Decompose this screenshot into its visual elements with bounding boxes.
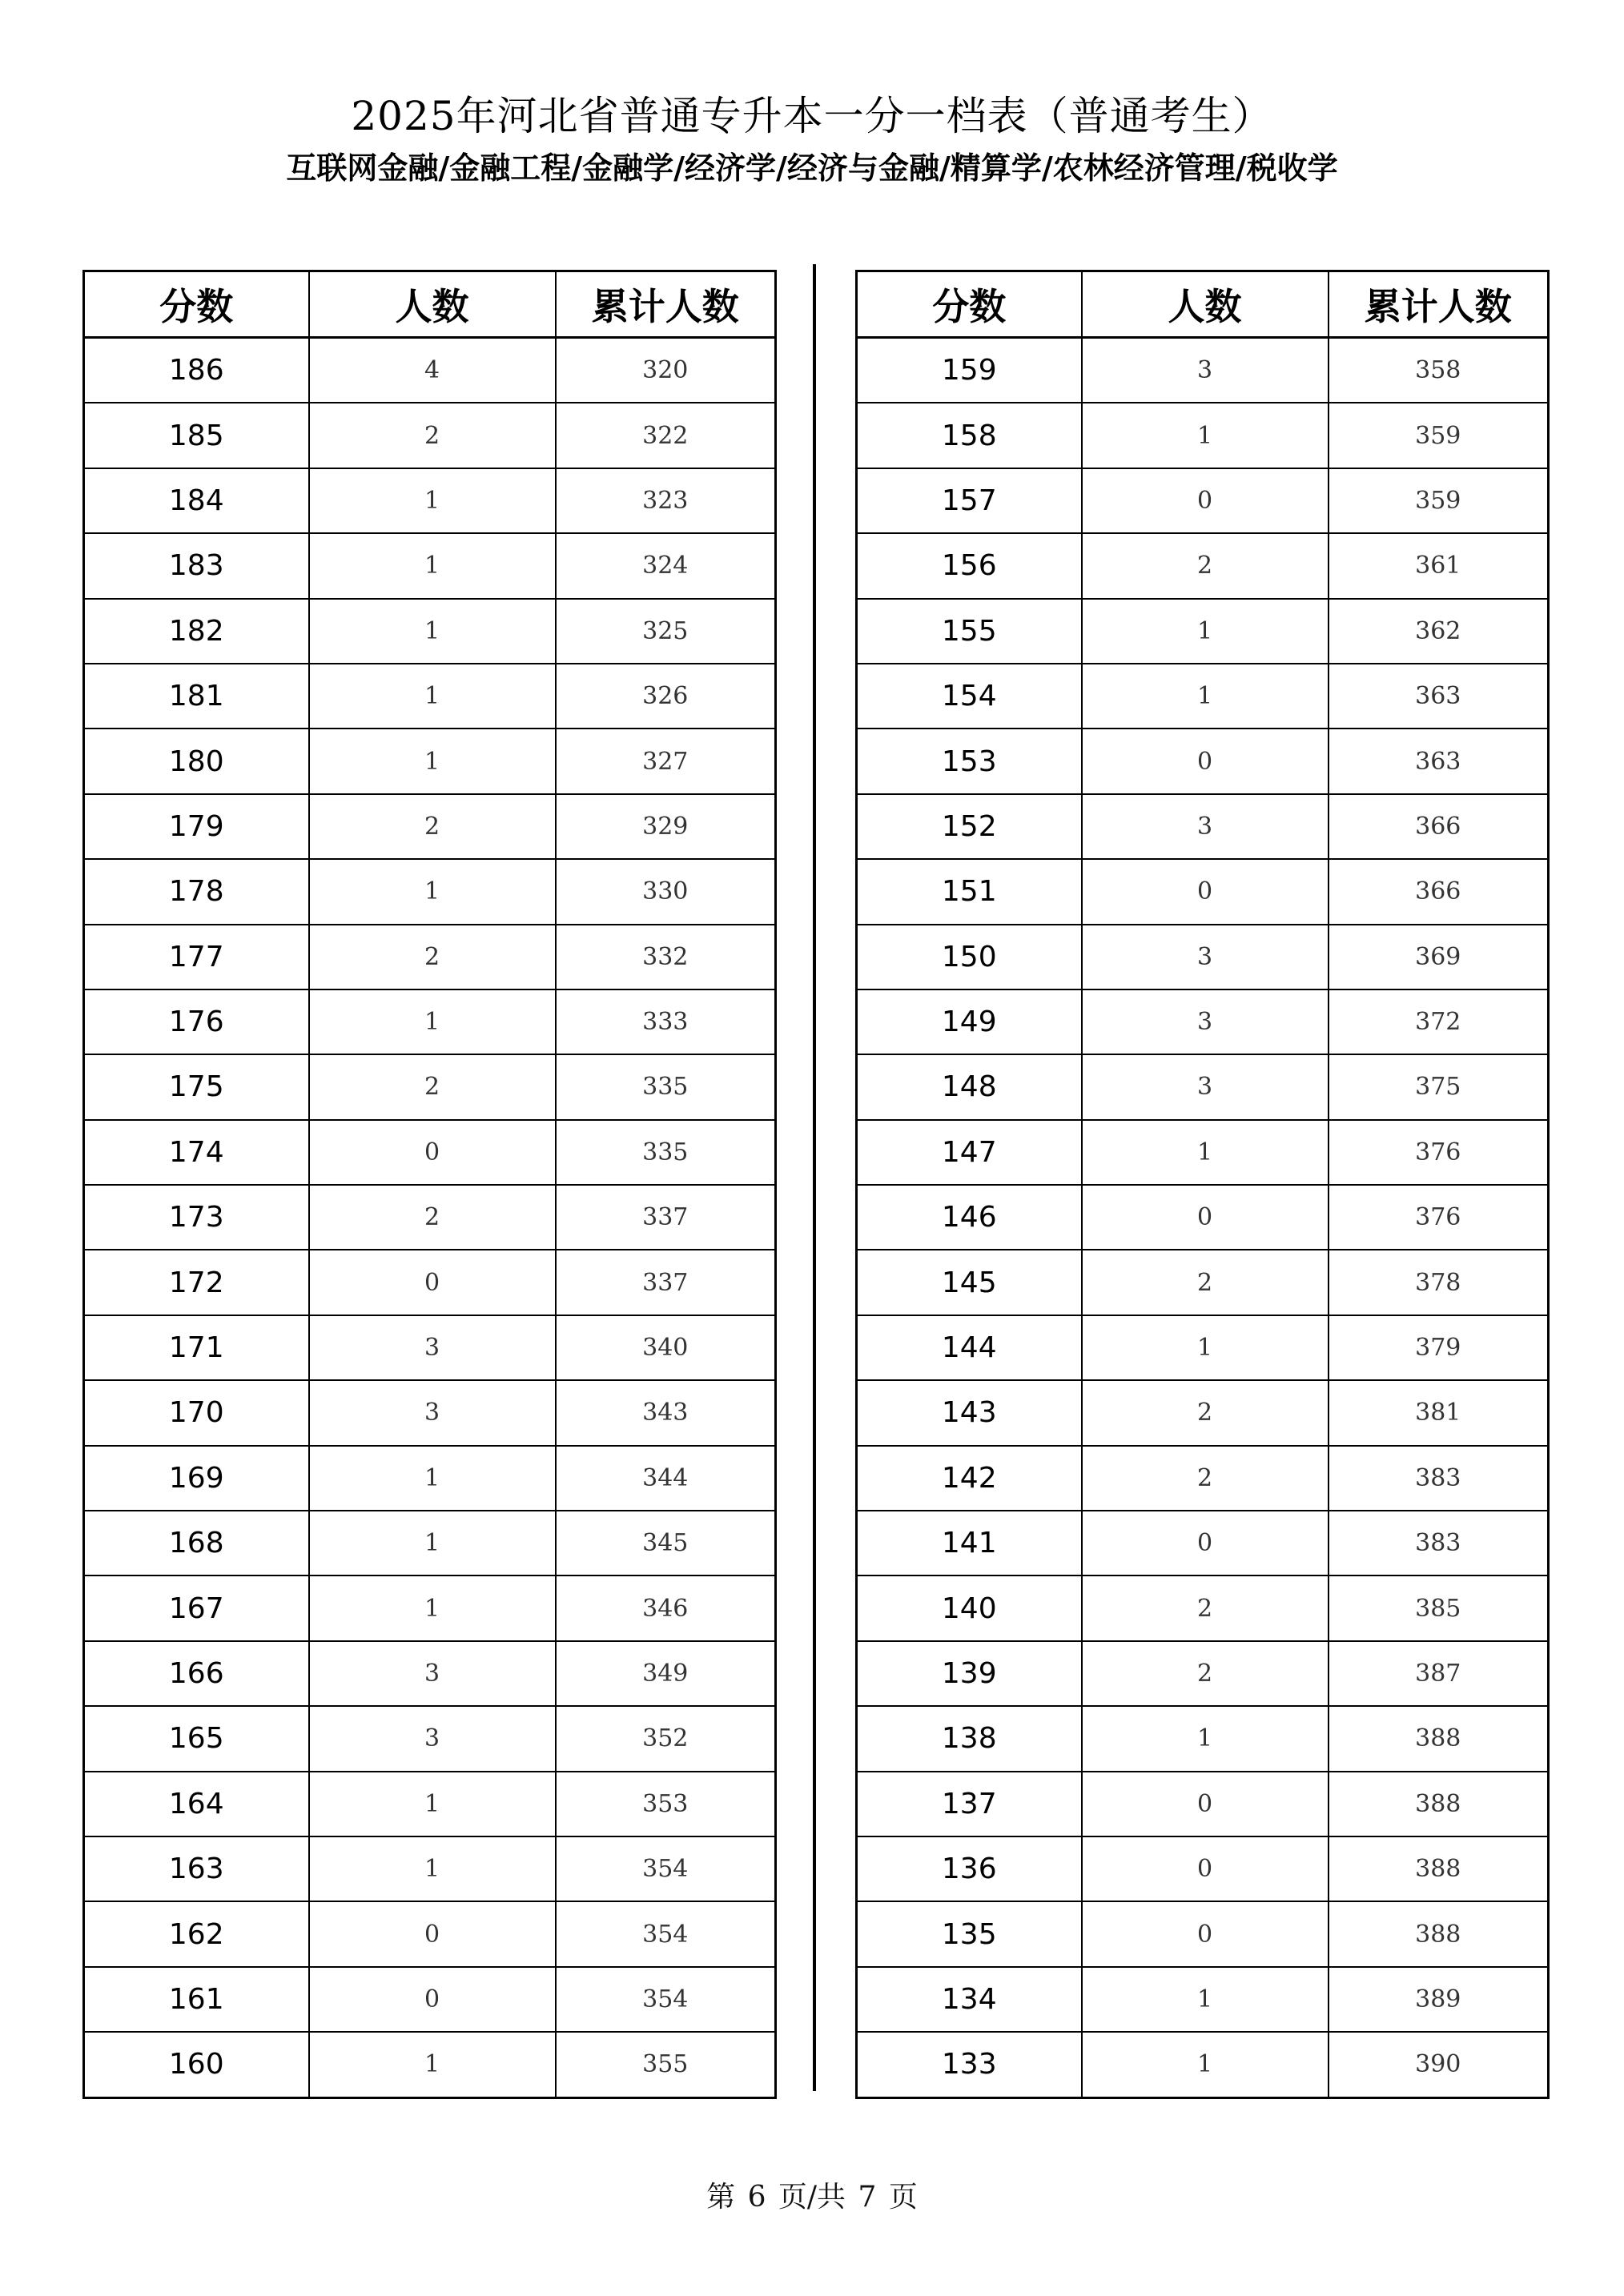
- cell-count: 3: [1082, 925, 1329, 989]
- cell-count: 2: [1082, 1641, 1329, 1706]
- cell-score: 171: [84, 1315, 309, 1380]
- cell-cumulative: 330: [556, 859, 776, 924]
- column-divider: [813, 264, 816, 2091]
- cell-cumulative: 346: [556, 1575, 776, 1640]
- cell-cumulative: 389: [1329, 1967, 1549, 2032]
- cell-cumulative: 343: [556, 1380, 776, 1445]
- cell-count: 0: [1082, 859, 1329, 924]
- table-row: [857, 1641, 1549, 1706]
- table-row: [857, 729, 1549, 793]
- cell-count: 1: [309, 989, 556, 1054]
- cell-cumulative: 354: [556, 1901, 776, 1966]
- cell-score: 150: [857, 925, 1082, 989]
- table-row: [857, 1901, 1549, 1966]
- cell-cumulative: 353: [556, 1772, 776, 1836]
- cell-count: 0: [1082, 1836, 1329, 1901]
- cell-score: 159: [857, 338, 1082, 403]
- cell-count: 1: [1082, 1706, 1329, 1771]
- cell-count: 1: [1082, 2032, 1329, 2097]
- cell-count: 1: [309, 2032, 556, 2097]
- table-row: [84, 729, 776, 793]
- cell-score: 147: [857, 1120, 1082, 1185]
- cell-count: 2: [309, 794, 556, 859]
- cell-score: 137: [857, 1772, 1082, 1836]
- table-row: [84, 1380, 776, 1445]
- cell-score: 178: [84, 859, 309, 924]
- table-row: [857, 1250, 1549, 1315]
- cell-cumulative: 361: [1329, 533, 1549, 598]
- score-table-right: [855, 270, 1550, 2099]
- cell-cumulative: 378: [1329, 1250, 1549, 1315]
- cell-count: 3: [309, 1641, 556, 1706]
- cell-count: 3: [1082, 989, 1329, 1054]
- cell-score: 175: [84, 1054, 309, 1119]
- cell-count: 2: [1082, 1575, 1329, 1640]
- table-row: [84, 2032, 776, 2097]
- cell-score: 186: [84, 338, 309, 403]
- table-row: [84, 989, 776, 1054]
- cell-score: 136: [857, 1836, 1082, 1901]
- table-header-row: [857, 271, 1549, 338]
- table-header-row: [84, 271, 776, 338]
- cell-count: 0: [309, 1250, 556, 1315]
- page-title: 2025年河北省普通专升本一分一档表（普通考生）: [351, 93, 1273, 139]
- cell-cumulative: 388: [1329, 1836, 1549, 1901]
- cell-cumulative: 388: [1329, 1706, 1549, 1771]
- cell-score: 140: [857, 1575, 1082, 1640]
- cell-score: 143: [857, 1380, 1082, 1445]
- cell-score: 183: [84, 533, 309, 598]
- cell-count: 1: [309, 859, 556, 924]
- cell-count: 1: [1082, 664, 1329, 729]
- cell-count: 1: [309, 729, 556, 793]
- table-row: [857, 1120, 1549, 1185]
- cell-cumulative: 359: [1329, 468, 1549, 533]
- cell-count: 3: [1082, 1054, 1329, 1119]
- cell-score: 161: [84, 1967, 309, 2032]
- table-row: [84, 859, 776, 924]
- cell-cumulative: 344: [556, 1446, 776, 1511]
- cell-score: 172: [84, 1250, 309, 1315]
- table-row: [857, 1575, 1549, 1640]
- cell-score: 144: [857, 1315, 1082, 1380]
- table-row: [84, 599, 776, 664]
- cell-score: 152: [857, 794, 1082, 859]
- column-header-count: 人数: [309, 271, 556, 338]
- cell-score: 165: [84, 1706, 309, 1771]
- table-row: [84, 1446, 776, 1511]
- cell-cumulative: 369: [1329, 925, 1549, 989]
- cell-count: 1: [309, 1575, 556, 1640]
- cell-count: 2: [309, 1054, 556, 1119]
- cell-score: 156: [857, 533, 1082, 598]
- table-row: [857, 338, 1549, 403]
- cell-score: 146: [857, 1185, 1082, 1250]
- table-row: [84, 1250, 776, 1315]
- cell-cumulative: 383: [1329, 1446, 1549, 1511]
- table-row: [857, 794, 1549, 859]
- cell-cumulative: 388: [1329, 1901, 1549, 1966]
- cell-score: 135: [857, 1901, 1082, 1966]
- cell-cumulative: 387: [1329, 1641, 1549, 1706]
- cell-cumulative: 326: [556, 664, 776, 729]
- cell-count: 0: [309, 1901, 556, 1966]
- cell-cumulative: 383: [1329, 1511, 1549, 1575]
- table-row: [857, 533, 1549, 598]
- cell-cumulative: 363: [1329, 729, 1549, 793]
- cell-score: 160: [84, 2032, 309, 2097]
- cell-count: 2: [1082, 533, 1329, 598]
- column-header-cumulative: 累计人数: [1329, 271, 1549, 338]
- cell-count: 3: [309, 1380, 556, 1445]
- table-row: [84, 1185, 776, 1250]
- cell-score: 142: [857, 1446, 1082, 1511]
- cell-score: 139: [857, 1641, 1082, 1706]
- cell-cumulative: 337: [556, 1250, 776, 1315]
- table-row: [84, 1575, 776, 1640]
- cell-cumulative: 390: [1329, 2032, 1549, 2097]
- cell-cumulative: 379: [1329, 1315, 1549, 1380]
- cell-cumulative: 366: [1329, 859, 1549, 924]
- cell-count: 1: [309, 533, 556, 598]
- cell-cumulative: 335: [556, 1054, 776, 1119]
- cell-cumulative: 354: [556, 1836, 776, 1901]
- cell-count: 2: [1082, 1446, 1329, 1511]
- cell-score: 181: [84, 664, 309, 729]
- cell-count: 2: [1082, 1250, 1329, 1315]
- cell-count: 2: [309, 403, 556, 468]
- cell-score: 180: [84, 729, 309, 793]
- cell-score: 184: [84, 468, 309, 533]
- cell-cumulative: 327: [556, 729, 776, 793]
- cell-cumulative: 388: [1329, 1772, 1549, 1836]
- cell-count: 2: [309, 925, 556, 989]
- table-row: [857, 599, 1549, 664]
- cell-cumulative: 376: [1329, 1120, 1549, 1185]
- cell-count: 0: [1082, 729, 1329, 793]
- table-row: [84, 403, 776, 468]
- table-row: [857, 925, 1549, 989]
- cell-count: 1: [309, 1836, 556, 1901]
- cell-cumulative: 325: [556, 599, 776, 664]
- cell-score: 151: [857, 859, 1082, 924]
- cell-cumulative: 320: [556, 338, 776, 403]
- cell-cumulative: 362: [1329, 599, 1549, 664]
- table-row: [857, 1380, 1549, 1445]
- cell-count: 1: [1082, 403, 1329, 468]
- cell-score: 166: [84, 1641, 309, 1706]
- cell-count: 1: [309, 1446, 556, 1511]
- cell-cumulative: 363: [1329, 664, 1549, 729]
- cell-score: 167: [84, 1575, 309, 1640]
- column-header-score: 分数: [857, 271, 1082, 338]
- table-row: [84, 533, 776, 598]
- cell-score: 158: [857, 403, 1082, 468]
- cell-cumulative: 349: [556, 1641, 776, 1706]
- cell-count: 1: [309, 1511, 556, 1575]
- table-row: [857, 1511, 1549, 1575]
- cell-count: 0: [1082, 468, 1329, 533]
- table-row: [857, 1836, 1549, 1901]
- table-row: [84, 1054, 776, 1119]
- cell-cumulative: 337: [556, 1185, 776, 1250]
- table-row: [857, 1185, 1549, 1250]
- cell-count: 0: [309, 1967, 556, 2032]
- table-row: [84, 1967, 776, 2032]
- cell-count: 0: [1082, 1901, 1329, 1966]
- cell-score: 138: [857, 1706, 1082, 1771]
- cell-cumulative: 355: [556, 2032, 776, 2097]
- cell-score: 169: [84, 1446, 309, 1511]
- cell-count: 1: [1082, 1967, 1329, 2032]
- cell-score: 154: [857, 664, 1082, 729]
- table-row: [857, 468, 1549, 533]
- cell-cumulative: 332: [556, 925, 776, 989]
- cell-score: 162: [84, 1901, 309, 1966]
- cell-cumulative: 340: [556, 1315, 776, 1380]
- cell-count: 2: [1082, 1380, 1329, 1445]
- cell-score: 134: [857, 1967, 1082, 2032]
- cell-score: 145: [857, 1250, 1082, 1315]
- cell-score: 141: [857, 1511, 1082, 1575]
- table-row: [857, 1054, 1549, 1119]
- cell-cumulative: 385: [1329, 1575, 1549, 1640]
- cell-cumulative: 375: [1329, 1054, 1549, 1119]
- cell-cumulative: 333: [556, 989, 776, 1054]
- page-number: 第 6 页/共 7 页: [706, 2181, 918, 2214]
- table-row: [84, 664, 776, 729]
- cell-cumulative: 354: [556, 1967, 776, 2032]
- table-row: [84, 338, 776, 403]
- cell-count: 0: [1082, 1185, 1329, 1250]
- column-header-cumulative: 累计人数: [556, 271, 776, 338]
- cell-score: 170: [84, 1380, 309, 1445]
- table-row: [84, 1120, 776, 1185]
- cell-cumulative: 345: [556, 1511, 776, 1575]
- cell-score: 148: [857, 1054, 1082, 1119]
- cell-score: 157: [857, 468, 1082, 533]
- cell-cumulative: 358: [1329, 338, 1549, 403]
- cell-score: 168: [84, 1511, 309, 1575]
- table-row: [857, 1315, 1549, 1380]
- table-row: [857, 1772, 1549, 1836]
- cell-cumulative: 323: [556, 468, 776, 533]
- table-row: [84, 1706, 776, 1771]
- cell-score: 133: [857, 2032, 1082, 2097]
- cell-count: 1: [309, 1772, 556, 1836]
- table-row: [857, 1446, 1549, 1511]
- table-row: [84, 1315, 776, 1380]
- table-row: [84, 1836, 776, 1901]
- column-header-count: 人数: [1082, 271, 1329, 338]
- cell-count: 1: [1082, 1315, 1329, 1380]
- cell-cumulative: 381: [1329, 1380, 1549, 1445]
- table-row: [84, 1772, 776, 1836]
- table-row: [857, 989, 1549, 1054]
- cell-count: 1: [1082, 599, 1329, 664]
- cell-cumulative: 376: [1329, 1185, 1549, 1250]
- cell-score: 164: [84, 1772, 309, 1836]
- table-row: [84, 1901, 776, 1966]
- table-row: [857, 859, 1549, 924]
- table-row: [857, 1967, 1549, 2032]
- table-row: [84, 1511, 776, 1575]
- cell-cumulative: 366: [1329, 794, 1549, 859]
- cell-score: 185: [84, 403, 309, 468]
- cell-count: 3: [1082, 338, 1329, 403]
- cell-cumulative: 322: [556, 403, 776, 468]
- cell-count: 3: [1082, 794, 1329, 859]
- cell-cumulative: 335: [556, 1120, 776, 1185]
- cell-count: 0: [1082, 1772, 1329, 1836]
- cell-cumulative: 352: [556, 1706, 776, 1771]
- cell-count: 3: [309, 1706, 556, 1771]
- cell-count: 0: [309, 1120, 556, 1185]
- table-row: [857, 1706, 1549, 1771]
- table-row: [857, 2032, 1549, 2097]
- cell-score: 182: [84, 599, 309, 664]
- cell-score: 155: [857, 599, 1082, 664]
- cell-score: 176: [84, 989, 309, 1054]
- score-table-left: [82, 270, 777, 2099]
- cell-count: 1: [1082, 1120, 1329, 1185]
- cell-count: 1: [309, 468, 556, 533]
- cell-cumulative: 324: [556, 533, 776, 598]
- table-row: [84, 794, 776, 859]
- cell-cumulative: 372: [1329, 989, 1549, 1054]
- table-row: [84, 925, 776, 989]
- table-row: [84, 468, 776, 533]
- cell-count: 3: [309, 1315, 556, 1380]
- cell-score: 163: [84, 1836, 309, 1901]
- cell-count: 0: [1082, 1511, 1329, 1575]
- cell-cumulative: 329: [556, 794, 776, 859]
- cell-score: 174: [84, 1120, 309, 1185]
- cell-count: 4: [309, 338, 556, 403]
- cell-score: 173: [84, 1185, 309, 1250]
- table-row: [857, 664, 1549, 729]
- column-header-score: 分数: [84, 271, 309, 338]
- cell-count: 2: [309, 1185, 556, 1250]
- cell-count: 1: [309, 664, 556, 729]
- cell-score: 149: [857, 989, 1082, 1054]
- table-row: [84, 1641, 776, 1706]
- cell-score: 179: [84, 794, 309, 859]
- cell-cumulative: 359: [1329, 403, 1549, 468]
- table-row: [857, 403, 1549, 468]
- cell-score: 153: [857, 729, 1082, 793]
- page-subtitle: 互联网金融/金融工程/金融学/经济学/经济与金融/精算学/农林经济管理/税收学: [286, 151, 1338, 186]
- cell-score: 177: [84, 925, 309, 989]
- cell-count: 1: [309, 599, 556, 664]
